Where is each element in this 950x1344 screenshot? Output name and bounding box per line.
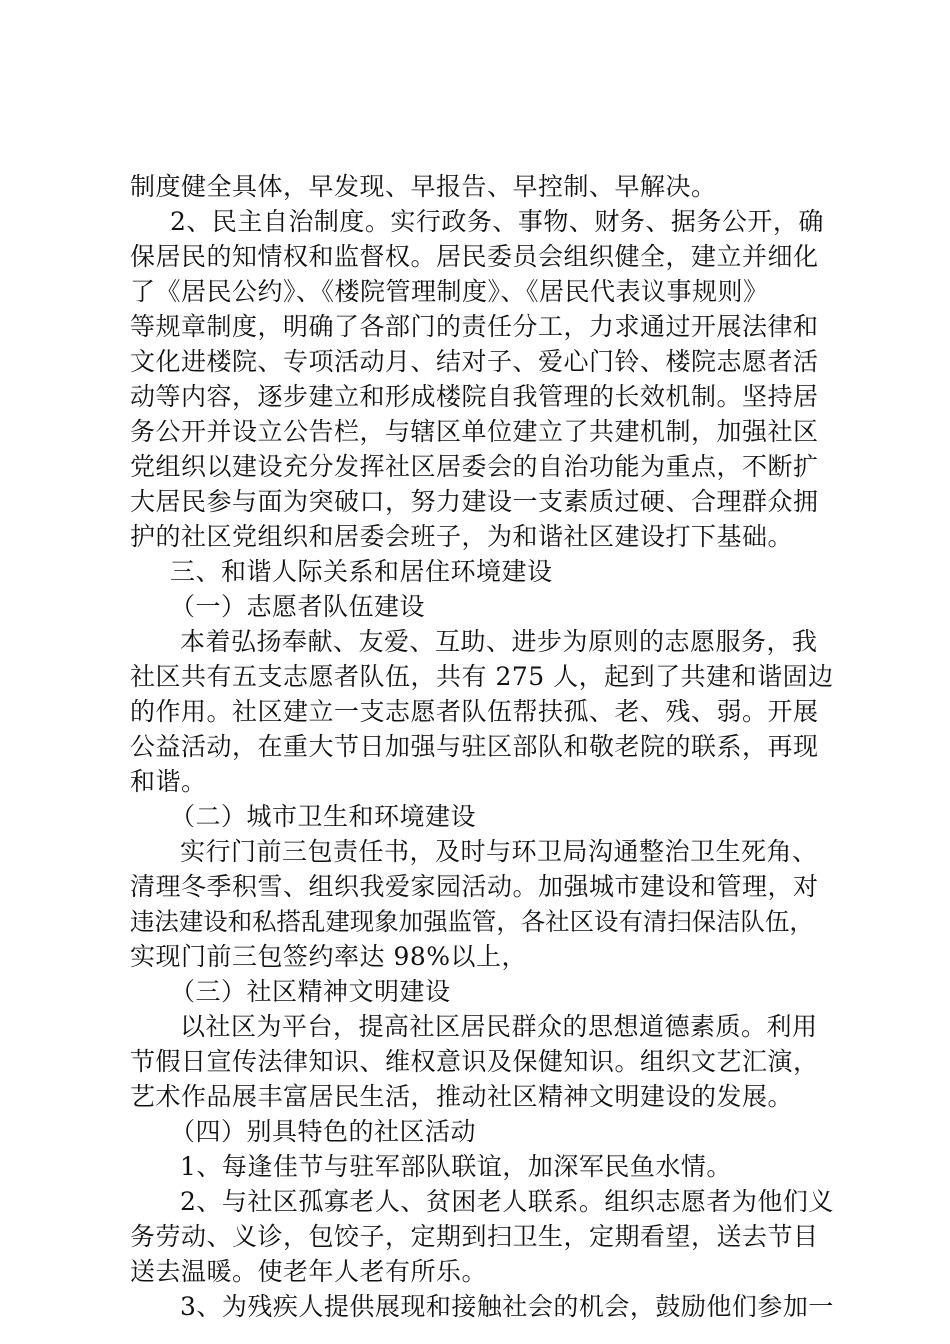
subsection-heading: （四）别具特色的社区活动 [170, 1117, 477, 1146]
text-line: 动等内容，逐步建立和形成楼院自我管理的长效机制。坚持居 [130, 382, 819, 411]
text-line: 护的社区党组织和居委会班子，为和谐社区建设打下基础。 [130, 522, 794, 551]
text-line: 务劳动、义诊，包饺子，定期到扫卫生，定期看望，送去节目 [130, 1222, 819, 1251]
text-line: 实行门前三包责任书，及时与环卫局沟通整治卫生死角、 [180, 837, 818, 866]
text-line: 送去温暖。使老年人老有所乐。 [130, 1257, 488, 1286]
text-line: 违法建设和私搭乱建现象加强监管，各社区设有清扫保洁队伍， [130, 907, 814, 936]
text-line: 了《居民公约》、《楼院管理制度》、《居民代表议事规则》 [130, 277, 769, 306]
subsection-heading: （三）社区精神文明建设 [170, 977, 451, 1006]
text-line: 制度健全具体，早发现、早报告、早控制、早解决。 [130, 172, 717, 201]
text-line: 3、为残疾人提供展现和接触社会的机会，鼓励他们参加一 [180, 1292, 834, 1321]
text-line: 以社区为平台，提高社区居民群众的思想道德素质。利用 [180, 1012, 818, 1041]
text-line: 大居民参与面为突破口，努力建设一支素质过硬、合理群众拥 [130, 487, 819, 516]
text-line: 实现门前三包签约率达 98%以上， [130, 942, 528, 971]
text-line: 艺术作品展丰富居民生活，推动社区精神文明建设的发展。 [130, 1082, 794, 1111]
text-line: 保居民的知情权和监督权。居民委员会组织健全，建立并细化 [130, 242, 819, 271]
subsection-heading: （二）城市卫生和环境建设 [170, 802, 477, 831]
text-line: 清理冬季积雪、组织我爱家园活动。加强城市建设和管理，对 [130, 872, 819, 901]
text-line: 社区共有五支志愿者队伍，共有 275 人，起到了共建和谐固边 [130, 662, 834, 691]
text-line: 本着弘扬奉献、友爱、互助、进步为原则的志愿服务，我 [180, 627, 818, 656]
text-line: 2、与社区孤寡老人、贫困老人联系。组织志愿者为他们义 [180, 1187, 834, 1216]
text-line: 文化进楼院、专项活动月、结对子、爱心门铃、楼院志愿者活 [130, 347, 819, 376]
text-line: 等规章制度，明确了各部门的责任分工，力求通过开展法律和 [130, 312, 819, 341]
text-line: 2、民主自治制度。实行政务、事物、财务、据务公开，确 [170, 207, 824, 236]
text-line: 和谐。 [130, 767, 207, 796]
text-line: 公益活动，在重大节日加强与驻区部队和敬老院的联系，再现 [130, 732, 819, 761]
text-line: 务公开并设立公告栏，与辖区单位建立了共建机制，加强社区 [130, 417, 819, 446]
text-line: 节假日宣传法律知识、维权意识及保健知识。组织文艺汇演， [130, 1047, 819, 1076]
section-heading: 三、和谐人际关系和居住环境建设 [170, 557, 553, 586]
text-line: 的作用。社区建立一支志愿者队伍帮扶孤、老、残、弱。开展 [130, 697, 819, 726]
text-line: 党组织以建设充分发挥社区居委会的自治功能为重点，不断扩 [130, 452, 819, 481]
subsection-heading: （一）志愿者队伍建设 [170, 592, 426, 621]
text-line: 1、每逢佳节与驻军部队联谊，加深军民鱼水情。 [180, 1152, 732, 1181]
